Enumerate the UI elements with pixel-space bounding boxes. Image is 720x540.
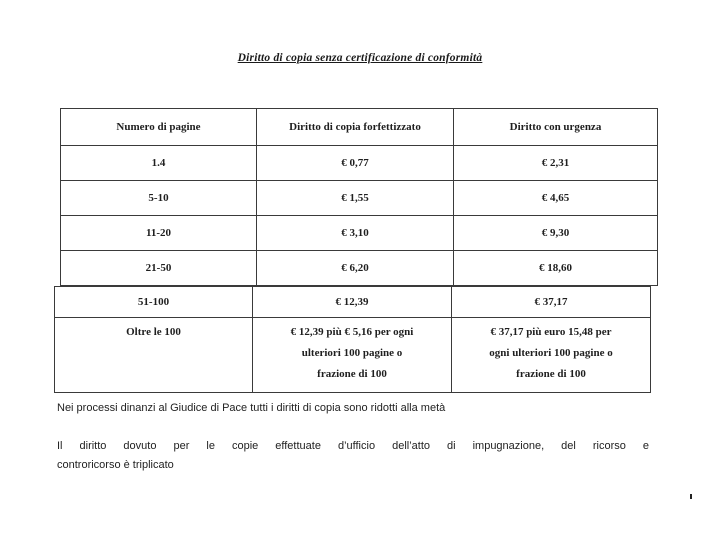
table-row	[61, 251, 658, 286]
note-giudice-di-pace: Nei processi dinanzi al Giudice di Pace tutti i diritti di copia sono ridotti alla metà	[57, 402, 446, 414]
fee-line: ulteriori 100 pagine o	[301, 347, 403, 359]
cell-pages: 1.4	[61, 146, 257, 181]
header-diritto-urgenza: Diritto con urgenza	[454, 109, 658, 146]
cell-fee: € 12,39	[253, 287, 452, 318]
cell-fee: € 6,20	[257, 251, 454, 286]
table-row	[55, 287, 651, 318]
scan-speck	[690, 494, 692, 499]
cell-pages: Oltre le 100	[55, 318, 253, 393]
table-header-row	[61, 109, 658, 146]
cell-urgent: € 4,65	[454, 181, 658, 216]
fee-table-upper	[60, 108, 658, 286]
cell-urgent: € 18,60	[454, 251, 658, 286]
cell-urgent: € 2,31	[454, 146, 658, 181]
table-row	[61, 181, 658, 216]
table-row	[55, 318, 651, 393]
cell-urgent: € 37,17	[452, 287, 651, 318]
cell-fee: € 3,10	[257, 216, 454, 251]
cell-pages: 5-10	[61, 181, 257, 216]
document-title: Diritto di copia senza certificazione di conformità	[237, 52, 483, 64]
cell-urgent-multiline	[452, 318, 651, 393]
table-row	[61, 146, 658, 181]
note-triplicato-line-1: Il diritto dovuto per le copie effettuate d’ufficio dell’atto di impugnazione, del ricorso e	[57, 440, 649, 452]
urgent-line: ogni ulteriori 100 pagine o	[489, 347, 613, 359]
fee-table-lower	[54, 286, 651, 393]
note-triplicato-line-2: controricorso è triplicato	[57, 459, 174, 471]
cell-fee-multiline	[253, 318, 452, 393]
urgent-line: frazione di 100	[516, 368, 586, 380]
cell-fee: € 1,55	[257, 181, 454, 216]
cell-fee: € 0,77	[257, 146, 454, 181]
urgent-line: € 37,17 più euro 15,48 per	[490, 326, 612, 338]
header-diritto-forfettizzato: Diritto di copia forfettizzato	[257, 109, 454, 146]
cell-pages: 11-20	[61, 216, 257, 251]
cell-pages: 51-100	[55, 287, 253, 318]
cell-urgent: € 9,30	[454, 216, 658, 251]
header-numero-pagine: Numero di pagine	[61, 109, 257, 146]
fee-line: € 12,39 più € 5,16 per ogni	[290, 326, 414, 338]
fee-line: frazione di 100	[317, 368, 387, 380]
table-row	[61, 216, 658, 251]
cell-pages: 21-50	[61, 251, 257, 286]
